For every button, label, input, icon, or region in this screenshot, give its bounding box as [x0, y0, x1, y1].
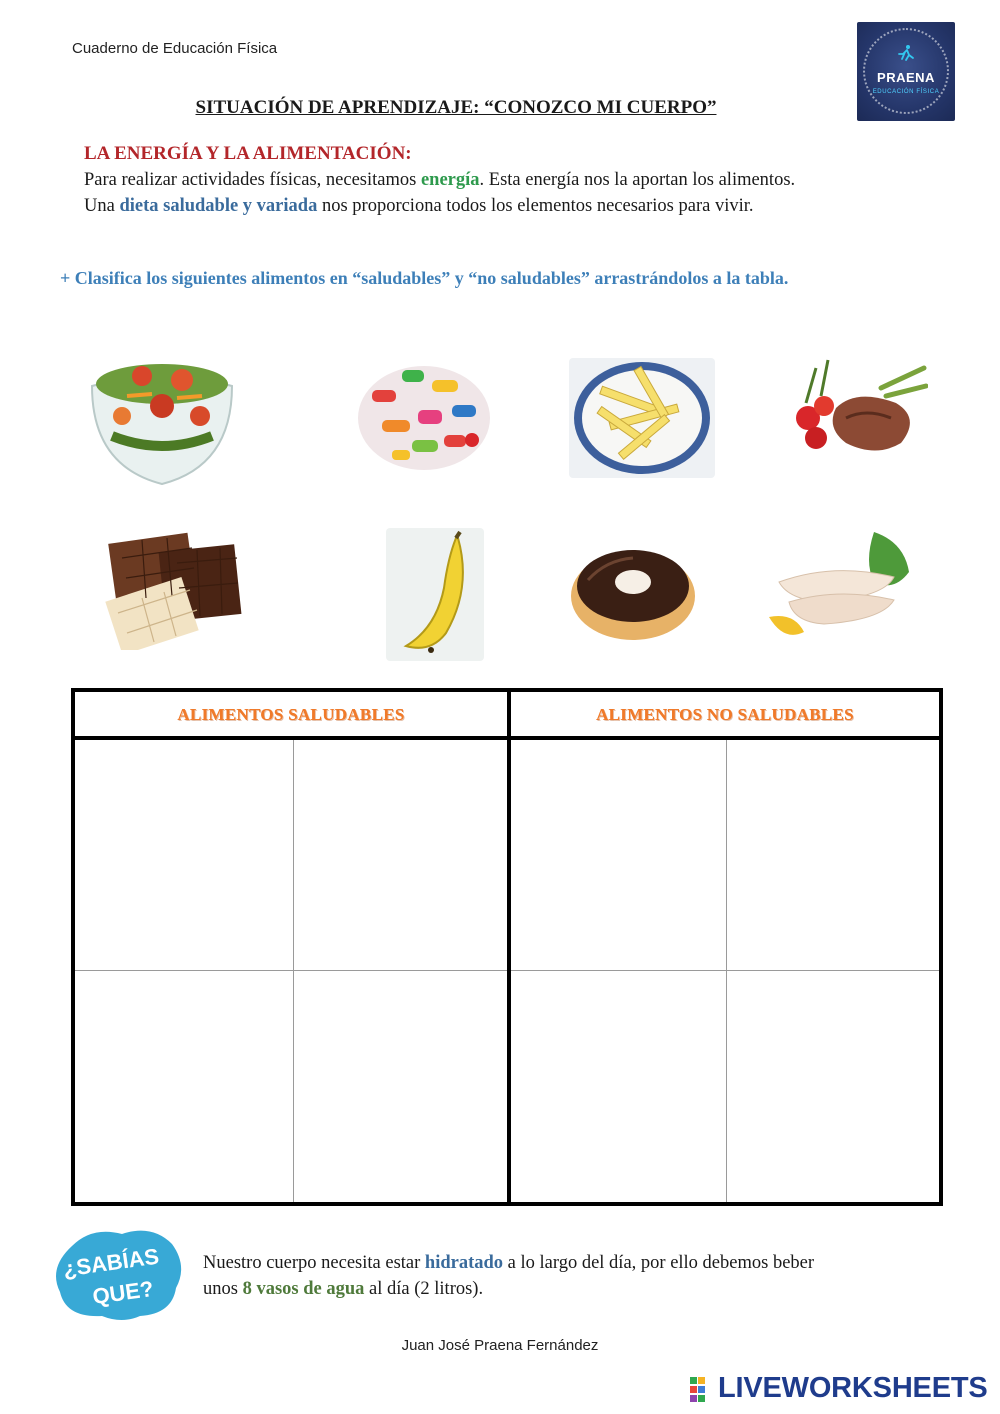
notebook-title: Cuaderno de Educación Física	[72, 40, 278, 57]
banana-image[interactable]	[386, 528, 484, 661]
svg-text:QUE?: QUE?	[90, 1275, 155, 1310]
liveworksheets-icon	[690, 1377, 714, 1403]
french-fries-image[interactable]	[569, 358, 715, 478]
steak-image[interactable]	[786, 348, 928, 476]
hydrated-highlight: hidratado	[424, 1253, 504, 1273]
drop-zone-unhealthy-4[interactable]	[727, 971, 939, 1202]
donut-image[interactable]	[566, 540, 700, 644]
drop-zone-unhealthy-3[interactable]	[511, 971, 726, 1202]
drop-zone-unhealthy-1[interactable]	[511, 740, 726, 970]
logo-subtitle: EDUCACIÓN FÍSICA	[872, 89, 940, 95]
water-highlight: 8 vasos de agua	[242, 1279, 365, 1299]
logo-name: PRAENA	[877, 70, 935, 85]
candies-image[interactable]	[352, 350, 496, 478]
drop-zone-healthy-1[interactable]	[75, 740, 293, 970]
author-footer: Juan José Praena Fernández	[401, 1337, 599, 1354]
fact-line-2: unos 8 vasos de agua al día (2 litros).	[203, 1279, 484, 1299]
runner-icon	[897, 44, 915, 62]
fish-image[interactable]	[764, 522, 914, 642]
classification-table	[71, 688, 943, 1206]
liveworksheets-text: LIVEWORKSHEETS	[718, 1372, 988, 1404]
salad-image[interactable]	[82, 346, 242, 488]
diet-highlight: dieta saludable y variada	[119, 196, 318, 216]
healthy-header: ALIMENTOS SALUDABLES	[177, 705, 405, 724]
svg-text:¿SABÍAS: ¿SABÍAS	[61, 1243, 161, 1282]
fact-line-1: Nuestro cuerpo necesita estar hidratado a lo largo del día, por ello debemos beber	[203, 1253, 815, 1273]
section-heading: LA ENERGÍA Y LA ALIMENTACIÓN:	[84, 143, 412, 164]
instruction: + Clasifica los siguientes alimentos en “saludables” y “no saludables” arrastrándolos a la tabla.	[60, 268, 789, 288]
drop-zone-unhealthy-2[interactable]	[727, 740, 939, 970]
chocolate-image[interactable]	[102, 518, 242, 650]
drop-zone-healthy-4[interactable]	[294, 971, 507, 1202]
intro-line-1: Para realizar actividades físicas, necesitamos energía. Esta energía nos la aportan los alimentos.	[84, 170, 796, 190]
intro-line-2: Una dieta saludable y variada nos proporciona todos los elementos necesarios para vivir.	[84, 196, 754, 216]
drop-zone-healthy-2[interactable]	[294, 740, 507, 970]
sabias-que-badge	[52, 1226, 186, 1322]
energy-highlight: energía	[420, 170, 480, 190]
drop-zone-healthy-3[interactable]	[75, 971, 293, 1202]
unhealthy-header: ALIMENTOS NO SALUDABLES	[596, 705, 854, 724]
page-title: SITUACIÓN DE APRENDIZAJE: “CONOZCO MI CUERPO”	[195, 97, 717, 118]
